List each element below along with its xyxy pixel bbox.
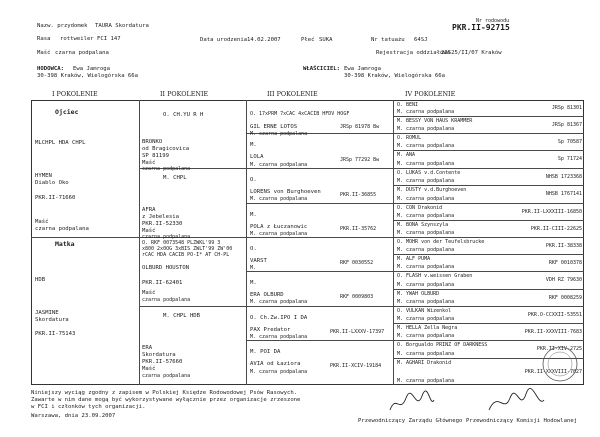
- gen3-reg: PKR.II-35762: [340, 226, 377, 232]
- gen4-name: O. CON Drakonid: [397, 205, 443, 211]
- gen4-name: O. VULKAN Wizenkol: [397, 308, 452, 314]
- gen3-coat: M. czarna podpalana: [250, 131, 308, 137]
- gen4-reg: NHSB 1723368: [545, 173, 582, 180]
- gen4-reg: NHSB 1767141: [545, 191, 582, 197]
- pedigree-number: PKR.II-92715: [452, 23, 510, 32]
- row-divider: [393, 150, 584, 151]
- gen2-title: O. CH.YU R H: [163, 112, 204, 118]
- gen2-name: ERA: [142, 345, 153, 351]
- gen2-titles: rCAC HDA CACIB PO-I* AT CH-PL: [142, 252, 230, 258]
- gen4-coat: M. czarna podpalana: [397, 351, 455, 357]
- breeder-label: HODOWCA:: [37, 66, 64, 72]
- sire-role: Ojciec: [55, 108, 79, 116]
- pedigree-number-label: Nr rodowodu: [476, 18, 510, 24]
- gen2-coat: czarna podpalana: [142, 166, 191, 172]
- gen4-name: M. ALF PUMA: [397, 256, 431, 262]
- gen2-coat-label: Maść: [142, 160, 156, 166]
- gen3-reg: PKR.II-LXXXV-17397: [330, 329, 385, 335]
- gen3-coat: M. czarna podpalana: [250, 196, 308, 202]
- column-divider: [246, 100, 247, 385]
- gen4-name: M. BONA Szynszyla: [397, 222, 449, 228]
- column-header-gen2: II POKOLENIE: [160, 90, 209, 98]
- gen2-coat: czarna podpalana: [142, 234, 191, 240]
- dam-kennel: Skordatura: [35, 317, 69, 323]
- gen2-name: OLBURD HOUSTON: [142, 265, 190, 271]
- signature-label-2: Przewodniczący Komisji Hodowlanej: [466, 418, 578, 424]
- gen4-coat: M. czarna podpalana: [397, 126, 455, 132]
- gen2-kennel: z Jebelesia: [142, 214, 180, 220]
- gen3-reg: JRSp 81978 Bw: [340, 124, 380, 130]
- gen2-title: M. CHPL HDB: [163, 313, 201, 319]
- breeder-prefix-label: Nazw. przydomek: [37, 23, 88, 29]
- gen2-coat-label: Maść: [142, 228, 156, 234]
- tattoo-label: Nr tatuażu: [371, 37, 405, 43]
- gen4-reg: RKF 0010378: [548, 259, 582, 266]
- gen4-coat: M. czarna podpalana: [397, 282, 455, 288]
- gen4-coat: M. czarna podpalana: [397, 230, 455, 236]
- gen3-title: O.: [250, 246, 257, 252]
- gen2-coat-label: Maść: [142, 366, 156, 372]
- tattoo-value: 64SJ: [414, 37, 428, 43]
- sire-name: HYMEN: [35, 173, 52, 179]
- gen2-coat: czarna podpalana: [142, 297, 191, 303]
- gen2-reg: PKR.II-57660: [142, 359, 183, 365]
- gen4-reg: PKR.II-CIII-22625: [530, 225, 582, 232]
- footer-note-1: Niniejszy wyciąg zgodny z zapisem w Polskiej Księdze Rodowodowej Psów Rasowych.: [31, 390, 298, 396]
- gen2-title: M. CHPL: [163, 175, 187, 181]
- gen2-name: AFRA: [142, 207, 156, 213]
- gen4-reg: PKR.II-38338: [545, 242, 582, 249]
- gen3-reg: PKR.II-XCIV-19184: [330, 363, 382, 369]
- gen4-name: M. HELLA Zella Negra: [397, 325, 458, 331]
- row-divider: [246, 203, 584, 204]
- gen4-reg: JRSp 81301: [551, 105, 582, 111]
- gen4-reg: JRSp 81367: [551, 121, 582, 128]
- signature-label-1: Przewodniczący Zarządu Głównego: [358, 418, 463, 424]
- breeder-name: Ewa Jamroga: [73, 66, 111, 72]
- gen4-reg: RKF 0008259: [548, 294, 582, 301]
- gen4-name: O. ROMUL: [397, 135, 422, 141]
- row-divider: [393, 254, 584, 255]
- gen2-kennel: od Bragicovica: [142, 146, 190, 152]
- dam-name: JASMINE: [35, 310, 59, 316]
- sire-kennel: Diablo Oko: [35, 180, 69, 186]
- gen4-coat: M. czarna podpalana: [397, 378, 455, 384]
- gen3-title: O.: [250, 177, 257, 183]
- dob-value: 14.02.2007: [247, 37, 281, 43]
- gen2-coat-label: Maść: [142, 290, 156, 296]
- row-divider: [31, 237, 584, 238]
- gen3-coat: M. czarna podpalana: [250, 231, 308, 237]
- gen3-name: VARST: [250, 258, 267, 264]
- gen4-reg: PKR.II-XIV-2725: [536, 346, 582, 352]
- gen3-coat: M. czarna podpalana: [250, 162, 308, 168]
- owner-address: 30-398 Kraków, Wielogórska 66a: [344, 73, 446, 79]
- pedigree-table: [31, 100, 584, 385]
- gen4-coat: M. czarna podpalana: [397, 333, 455, 339]
- breeder-address: 30-398 Kraków, Wielogórska 66a: [37, 73, 139, 79]
- gen3-coat: M. czarna podpalana: [250, 334, 308, 340]
- gen3-name: GIL ERNE LOTOS: [250, 124, 298, 130]
- gen4-name: O. LUKAS v.d.Contente: [397, 170, 461, 176]
- gen3-name: AVIA od Łaziora: [250, 361, 301, 367]
- gen2-title: O. RKF 0073548 PLZWKL'99 3: [142, 240, 221, 246]
- owner-label: WŁAŚCICIEL:: [303, 66, 341, 72]
- gen3-title: O. Ch.Zw.IPO I DA: [250, 315, 308, 321]
- dam-titles: HDB: [35, 277, 46, 283]
- gen4-name: O. Borgualdo PRINZ OF DARKNESS: [397, 342, 488, 348]
- footer-note-2: Zawarte w nim dane mogą być wykorzystywane wyłącznie przez organizacje zrzeszone: [31, 397, 301, 403]
- gen2-reg: PKR.II-52330: [142, 221, 183, 227]
- gen3-name: PAX Predator: [250, 327, 291, 333]
- kennel-name: TAURA Skordatura: [95, 23, 149, 29]
- gen4-coat: M. czarna podpalana: [397, 161, 455, 167]
- sire-coat-label: Maść: [35, 219, 49, 225]
- gen4-reg: PKR.II-LXXXIII-16850: [521, 208, 582, 215]
- registration-value: 26525/II/07 Kraków: [441, 50, 502, 56]
- sire-coat: czarna podpalana: [35, 226, 89, 232]
- row-divider: [139, 306, 584, 307]
- gen3-name: ERA OLBURD: [250, 292, 284, 298]
- gen3-title: M.: [250, 142, 257, 148]
- gen3-title: O. 17xPRM 7xCAC 4xCACIB HFDV HOGF: [250, 111, 350, 117]
- official-stamp: [540, 344, 580, 384]
- dam-reg: PKR.II-75143: [35, 331, 76, 337]
- gen4-reg: VDH RZ 79630: [545, 277, 582, 283]
- gen4-name: M. BESSY VON HAUS KRAMMER: [397, 118, 473, 124]
- row-divider: [139, 168, 584, 169]
- dam-role: Matka: [55, 240, 75, 248]
- gen4-name: M. DUSTY v.d.Burghoeven: [397, 187, 467, 193]
- gen4-coat: M. czarna podpalana: [397, 196, 455, 202]
- gen4-reg: Sp 71724: [557, 156, 582, 162]
- gen2-kennel: Skordatura: [142, 352, 176, 358]
- sex-label: Płeć: [301, 37, 315, 43]
- gen3-title: M. POI DA: [250, 349, 281, 355]
- gen2-reg: PKR.II-62401: [142, 280, 183, 286]
- gen3-name: LOLA: [250, 154, 264, 160]
- column-header-gen4: IV POKOLENIE: [405, 90, 456, 98]
- column-divider: [139, 100, 140, 385]
- gen4-coat: M. czarna podpalana: [397, 213, 455, 219]
- gen3-title: M.: [250, 280, 257, 286]
- gen4-name: O. FLASH v.weissen Graben: [397, 273, 473, 279]
- gen4-coat: M. czarna podpalana: [397, 178, 455, 184]
- row-divider: [393, 116, 584, 117]
- row-divider: [393, 289, 584, 290]
- gen3-title: M.: [250, 212, 257, 218]
- footer-place-date: Warszawa, dnia 23.09.2007: [31, 413, 116, 419]
- gen4-coat: M. czarna podpalana: [397, 264, 455, 270]
- gen4-name: O. BENI: [397, 102, 419, 108]
- row-divider: [393, 323, 584, 324]
- gen4-reg: PKR.II-XXXVIII-7683: [524, 328, 582, 335]
- row-divider: [393, 220, 584, 221]
- signature-2: [486, 386, 546, 418]
- gen2-reg: SP 81199: [142, 153, 169, 159]
- column-header-gen1: I POKOLENIE: [52, 90, 98, 98]
- gen4-reg: PKR.II-XXXVIII-7827: [524, 368, 582, 375]
- gen3-reg: RKF 0030552: [340, 260, 374, 266]
- gen4-coat: M. czarna podpalana: [397, 299, 455, 305]
- sire-reg: PKR.II-71660: [35, 195, 76, 201]
- gen4-reg: Sp 70587: [557, 138, 582, 145]
- gen4-coat: M. czarna podpalana: [397, 247, 455, 253]
- sex-value: SUKA: [319, 37, 333, 43]
- dob-label: Data urodzenia: [200, 37, 248, 43]
- gen4-name: M. YWAH OLBURD: [397, 291, 440, 297]
- gen3-name: LORENS von Burghoeven: [250, 189, 321, 195]
- row-divider: [393, 185, 584, 186]
- gen2-name: BRONKO: [142, 139, 163, 145]
- column-header-gen3: III POKOLENIE: [267, 90, 318, 98]
- breed-label: Rasa: [37, 36, 51, 42]
- gen4-coat: M. czarna podpalana: [397, 109, 455, 115]
- gen3-reg: PKR.II-36855: [340, 192, 377, 198]
- coat-label: Maść: [37, 50, 51, 56]
- owner-name: Ewa Jamroga: [344, 66, 382, 72]
- row-divider: [246, 271, 584, 272]
- gen4-name: M. ANA: [397, 152, 416, 158]
- footer-note-3: w FCI i członków tych organizacji.: [31, 404, 146, 410]
- gen3-name: POLA z Łuczanowic: [250, 224, 308, 230]
- gen2-coat: czarna podpalana: [142, 373, 191, 379]
- gen4-name: M. AGHARI Drakonid: [397, 360, 452, 366]
- gen4-name: O. MOHR von der Teufelsbrucke: [397, 239, 485, 245]
- breed-value: rottweiler FCI 147: [60, 36, 121, 42]
- signature-1: [386, 388, 436, 418]
- gen4-coat: M. czarna podpalana: [397, 316, 455, 322]
- gen3-coat: M. czarna podpalana: [250, 369, 308, 375]
- gen2-titles: x800 2x0OG 3xBIS ZWLT'99 ZW'00: [142, 246, 233, 252]
- gen3-reg: RKF 0009803: [340, 294, 374, 300]
- gen3-reg: JRSp 77292 Bw: [340, 157, 380, 163]
- gen3-coat: M.: [250, 265, 257, 271]
- coat-value: czarna podpalana: [55, 50, 109, 56]
- registration-label: Rejestracja oddziałowa: [376, 50, 451, 56]
- gen4-reg: PKR.O-CCXXII-53551: [527, 311, 582, 318]
- gen4-coat: M. czarna podpalana: [397, 143, 455, 149]
- column-divider: [393, 100, 394, 385]
- gen3-coat: M. czarna podpalana: [250, 299, 308, 305]
- sire-titles: MLCHPL HDA CHPL: [35, 140, 86, 146]
